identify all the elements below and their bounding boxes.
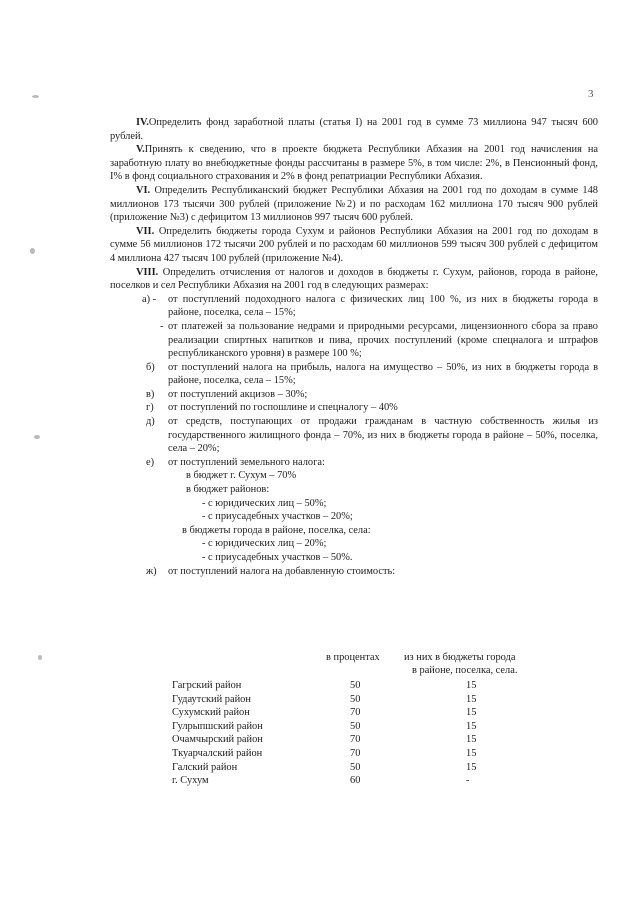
item-text: от поступлений налога на добавленную стоимость:	[168, 565, 396, 577]
sub-line: в бюджет районов:	[186, 484, 270, 496]
section-number: IV.	[136, 117, 149, 128]
percent-value: 50	[350, 761, 361, 773]
paragraph-text: Определить отчисления от налогов и доходов в бюджеты г. Сухум, районов, города в районе, поселков и сел Республики Абхазия на 2001 год в следующих размерах:	[110, 266, 598, 292]
local-value: 15	[466, 761, 477, 773]
section-number: V.	[136, 144, 145, 156]
local-value: 15	[466, 707, 477, 719]
list-item	[110, 401, 598, 415]
paragraph-text: Определить фонд заработной платы (статья I) на 2001 год в сумме 73 миллиона 947 тысяч 600 рублей.	[110, 117, 598, 142]
item-marker: д)	[146, 416, 155, 428]
item-marker: -	[160, 320, 164, 332]
item-text: от поступлений акцизов – 30%;	[168, 388, 308, 400]
local-value: 15	[466, 693, 477, 705]
list-item	[110, 320, 598, 361]
percent-value: 60	[350, 775, 361, 787]
scan-speck	[32, 95, 39, 98]
sub-line: в бюджеты города в районе, поселка, села:	[182, 524, 371, 536]
item-text: от поступлений по госпошлине и спецналогу – 40%	[168, 402, 398, 414]
item-text: от поступлений подоходного налога с физических лиц 100 %, из них в бюджеты города в районе, поселка, села – 15%;	[168, 293, 598, 319]
paragraph-text: Определить бюджеты города Сухум и районов Республики Абхазия на 2001 год по доходам в сумме 56 миллионов 172 тысячи 200 рублей и по расходам 60 миллионов 599 тысяч 300 рублей с дефицитом 4 миллиона 427 тысяч 100 рублей (приложение №4).	[110, 225, 598, 264]
table-row	[172, 693, 572, 707]
percent-value: 50	[350, 693, 361, 705]
paragraph-iv	[110, 116, 598, 143]
paragraph-vii	[110, 225, 598, 266]
table-row	[172, 774, 572, 788]
local-value: 15	[466, 747, 477, 759]
allocation-list	[110, 293, 598, 578]
item-marker: ж)	[146, 565, 157, 577]
district-name: Галский район	[172, 761, 238, 773]
percent-value: 70	[350, 734, 361, 746]
header-local-cont: в районе, поселка, села.	[412, 665, 518, 676]
item-marker: е)	[146, 456, 155, 468]
item-text: от поступлений земельного налога:	[168, 456, 325, 468]
table-header	[172, 651, 572, 679]
table-row	[172, 706, 572, 720]
item-text: от платежей за пользование недрами и природными ресурсами, лицензионного сбора за право реализации спиртных напитков и пива, прочих поступлений (кроме спецналога и штрафов республиканского уровня) в размере 100 %;	[168, 320, 598, 360]
page-number: 3	[588, 88, 594, 100]
scan-speck	[38, 655, 42, 660]
percent-value: 50	[350, 720, 361, 732]
paragraph-text: Принять к сведению, что в проекте бюджета Республики Абхазия на 2001 год начисления на заработную плату во внебюджетные фонды рассчитаны в размере 5%, в том числе: 2%, в Пенсионный фонд, I% в фонд социального страхования и 2% в фонд репатриации Республики Абхазия.	[110, 144, 598, 183]
body-text	[110, 116, 598, 578]
paragraph-v	[110, 143, 598, 184]
percent-value: 70	[350, 707, 361, 719]
vat-table	[172, 651, 572, 788]
item-text: от средств, поступающих от продажи гражданам в частную собственность жилья из государственного жилищного фонда – 70%, из них в бюджеты города в районе – 50%, поселка, села – 20%;	[168, 416, 598, 455]
item-marker: б)	[146, 361, 155, 373]
item-text: от поступлений налога на прибыль, налога на имущество – 50%, из них в бюджеты города в районе, поселка, села – 15%;	[168, 361, 598, 387]
paragraph-viii	[110, 266, 598, 293]
district-name: Гагрский район	[172, 680, 242, 691]
section-number: VIII.	[136, 266, 159, 278]
list-item	[110, 293, 598, 320]
table-row	[172, 747, 572, 761]
local-value: 15	[466, 680, 477, 691]
table-row	[172, 733, 572, 747]
paragraph-vi	[110, 184, 598, 225]
item-marker: г)	[146, 402, 154, 414]
sub-line: - с юридических лиц – 20%;	[202, 538, 327, 550]
district-name: Гудаутский район	[172, 693, 251, 705]
percent-value: 50	[350, 680, 361, 691]
item-marker: в)	[146, 388, 155, 400]
paragraph-text: Определить Республиканский бюджет Республики Абхазия на 2001 год по доходам в сумме 148 миллионов 173 тысячи 300 рублей (приложение №2) и по расходам 162 миллиона 170 тысяч 900 рублей (приложение №3) с дефицитом 13 миллионов 997 тысяч 600 рублей.	[110, 184, 598, 224]
list-item	[110, 361, 598, 388]
scan-speck	[30, 248, 35, 254]
table-row	[172, 679, 572, 693]
sub-line: - с приусадебных участков – 50%.	[202, 552, 353, 563]
list-item	[110, 565, 598, 579]
percent-value: 70	[350, 747, 361, 759]
sub-line: в бюджет г. Сухум – 70%	[186, 470, 297, 482]
list-item	[110, 415, 598, 456]
section-number: VII.	[136, 225, 155, 237]
list-item	[110, 456, 598, 470]
table-row	[172, 761, 572, 775]
district-name: г. Сухум	[172, 775, 209, 787]
scan-speck	[34, 435, 40, 439]
district-name: Очамчырский район	[172, 734, 263, 746]
list-item	[110, 388, 598, 402]
table-row	[172, 720, 572, 734]
local-value: -	[466, 775, 470, 787]
district-name: Сухумский район	[172, 707, 250, 719]
local-value: 15	[466, 720, 477, 732]
sub-line: - с юридических лиц – 50%;	[202, 497, 327, 509]
local-value: 15	[466, 734, 477, 746]
section-number: VI.	[136, 184, 151, 196]
district-name: Гулрыпшский район	[172, 720, 263, 732]
header-percent: в процентах	[326, 652, 380, 663]
sub-line: - с приусадебных участков – 20%;	[202, 511, 353, 523]
item-marker: а) -	[142, 293, 157, 305]
district-name: Ткуарчалский район	[172, 747, 263, 759]
header-local: из них в бюджеты города	[404, 652, 516, 663]
